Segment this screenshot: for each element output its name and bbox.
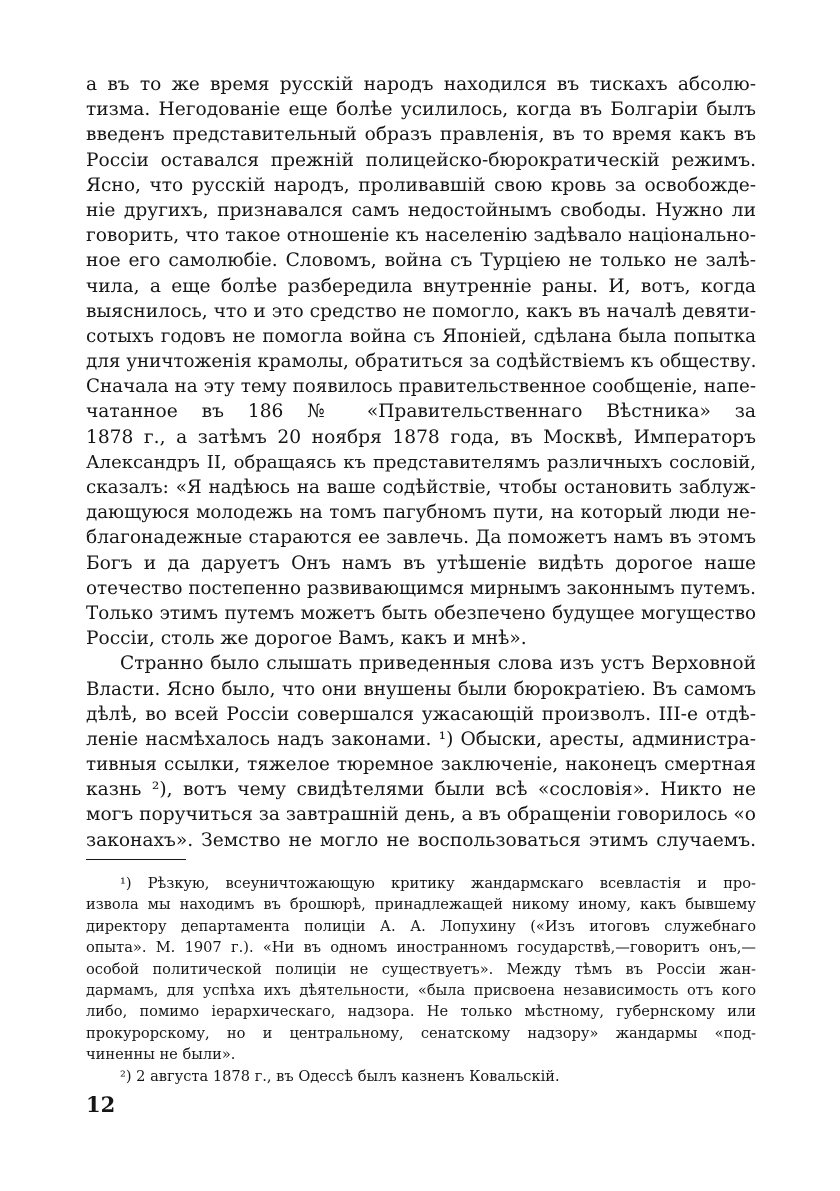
text-line: Россіи оставался прежній полицейско-бюрократическій режимъ.: [86, 149, 756, 171]
text-line: Ясно, что русскій народъ, проливавшій свою кровь за освобожде-: [86, 174, 756, 196]
text-line: сотыхъ годовъ не помогла война съ Японіей, сдѣлана была попытка: [86, 325, 756, 347]
text-line: а въ то же время русскій народъ находился въ тискахъ абсолю-: [86, 74, 756, 95]
text-line: казнь ²), вотъ чему свидѣтелями были всѣ «сословія». Никто не: [86, 779, 756, 801]
text-line: Сначала на эту тему появилось правительственное сообщеніе, напе-: [86, 376, 756, 398]
text-line: леніе насмѣхалось надъ законами. ¹) Обыски, аресты, администра-: [86, 728, 756, 750]
text-line: тизма. Негодованіе еще болѣе усилилось, когда въ Болгаріи былъ: [86, 99, 756, 121]
text-line: дающуюся молодежь на томъ пагубномъ пути, на который люди не-: [86, 502, 756, 524]
text-line: сказалъ: «Я надѣюсь на ваше содѣйствіе, чтобы остановить заблуж-: [86, 477, 756, 498]
footnote-line: дармамъ, для успѣха ихъ дѣятельности, «была присвоена независимость отъ кого: [86, 981, 756, 999]
text-line: тивныя ссылки, тяжелое тюремное заключеніе, наконецъ смертная: [86, 754, 756, 776]
text-line: чила, а еще болѣе разбередила внутренніе раны. И, вотъ, когда: [86, 275, 756, 297]
text-line: Россіи, столь же дорогое Вамъ, какъ и мнѣ».: [86, 628, 527, 650]
text-line: для уничтоженія крамолы, обратиться за содѣйствіемъ къ обществу.: [86, 351, 757, 373]
footnote-line: чиненны не были».: [86, 1046, 236, 1064]
footnotes: [86, 873, 756, 1087]
text-line: отечество постепенно развивающимся мирнымъ законнымъ путемъ.: [86, 577, 756, 599]
text-line: ніе другихъ, признавался самъ недостойнымъ свободы. Нужно ли: [86, 199, 756, 221]
footnote-line: особой политической полиціи не существуетъ». Между тѣмъ въ Россіи жан-: [86, 960, 756, 978]
footnote-line: директору департамента полиціи А. А. Лопухину («Изъ итоговъ служебнаго: [86, 917, 756, 935]
footnote-line: ¹) Рѣзкую, всеуничтожающую критику жандармскаго всевластія и про-: [120, 875, 756, 892]
footnote-line: прокурорскому, но и центральному, сенатскому надзору» жандармы «под-: [86, 1024, 756, 1042]
text-line: Странно было слышать приведенныя слова изъ устъ Верховной: [120, 653, 756, 675]
text-line: благонадежные стараются ее завлечь. Да поможетъ намъ въ этомъ: [86, 527, 756, 549]
text-line: могъ поручиться за завтрашній день, а въ обращеніи говорилось «о: [86, 804, 756, 826]
text-line: Власти. Ясно было, что они внушены были бюрократіею. Въ самомъ: [86, 678, 756, 700]
text-line: 1878 г., а затѣмъ 20 ноября 1878 года, въ Москвѣ, Императоръ: [86, 426, 756, 448]
text-line: введенъ представительный образъ правленія, въ то время какъ въ: [86, 124, 756, 146]
text-line: выяснилось, что и это средство не помогло, какъ въ началѣ девяти-: [86, 300, 756, 322]
text-line: законахъ». Земство не могло не воспользоваться этимъ случаемъ.: [86, 829, 756, 851]
text-line: чатанное въ 186 № «Правительственнаго Вѣстника» за: [86, 401, 756, 423]
main-text: [86, 72, 756, 853]
footnote-line: опыта». М. 1907 г.). «Ни въ одномъ иностранномъ государствѣ,—говоритъ онъ,—: [86, 939, 756, 957]
text-line: ное его самолюбіе. Словомъ, война съ Турціею не только не залѣ-: [86, 250, 756, 272]
footnote-line: либо, помимо іерархическаго, надзора. Не только мѣстному, губернскому или: [86, 1003, 756, 1021]
footnote-divider: [86, 859, 186, 860]
text-line: Богъ и да даруетъ Онъ намъ въ утѣшеніе видѣть дорогое наше: [86, 552, 756, 574]
text-line: Только этимъ путемъ можетъ быть обезпечено будущее могущество: [86, 602, 756, 624]
footnote-line: ²) 2 августа 1878 г., въ Одессѣ былъ казненъ Ковальскій.: [120, 1067, 560, 1085]
text-line: Александръ II, обращаясь къ представителямъ различныхъ сословій,: [86, 451, 756, 473]
footnote-line: извола мы находимъ въ брошюрѣ, принадлежащей никому иному, какъ бывшему: [86, 896, 756, 914]
text-line: говорить, что такое отношеніе къ населенію задѣвало національно-: [86, 225, 756, 247]
page-number: 12: [86, 1092, 116, 1117]
text-line: дѣлѣ, во всей Россіи совершался ужасающій произволъ. III-е отдѣ-: [86, 703, 756, 725]
